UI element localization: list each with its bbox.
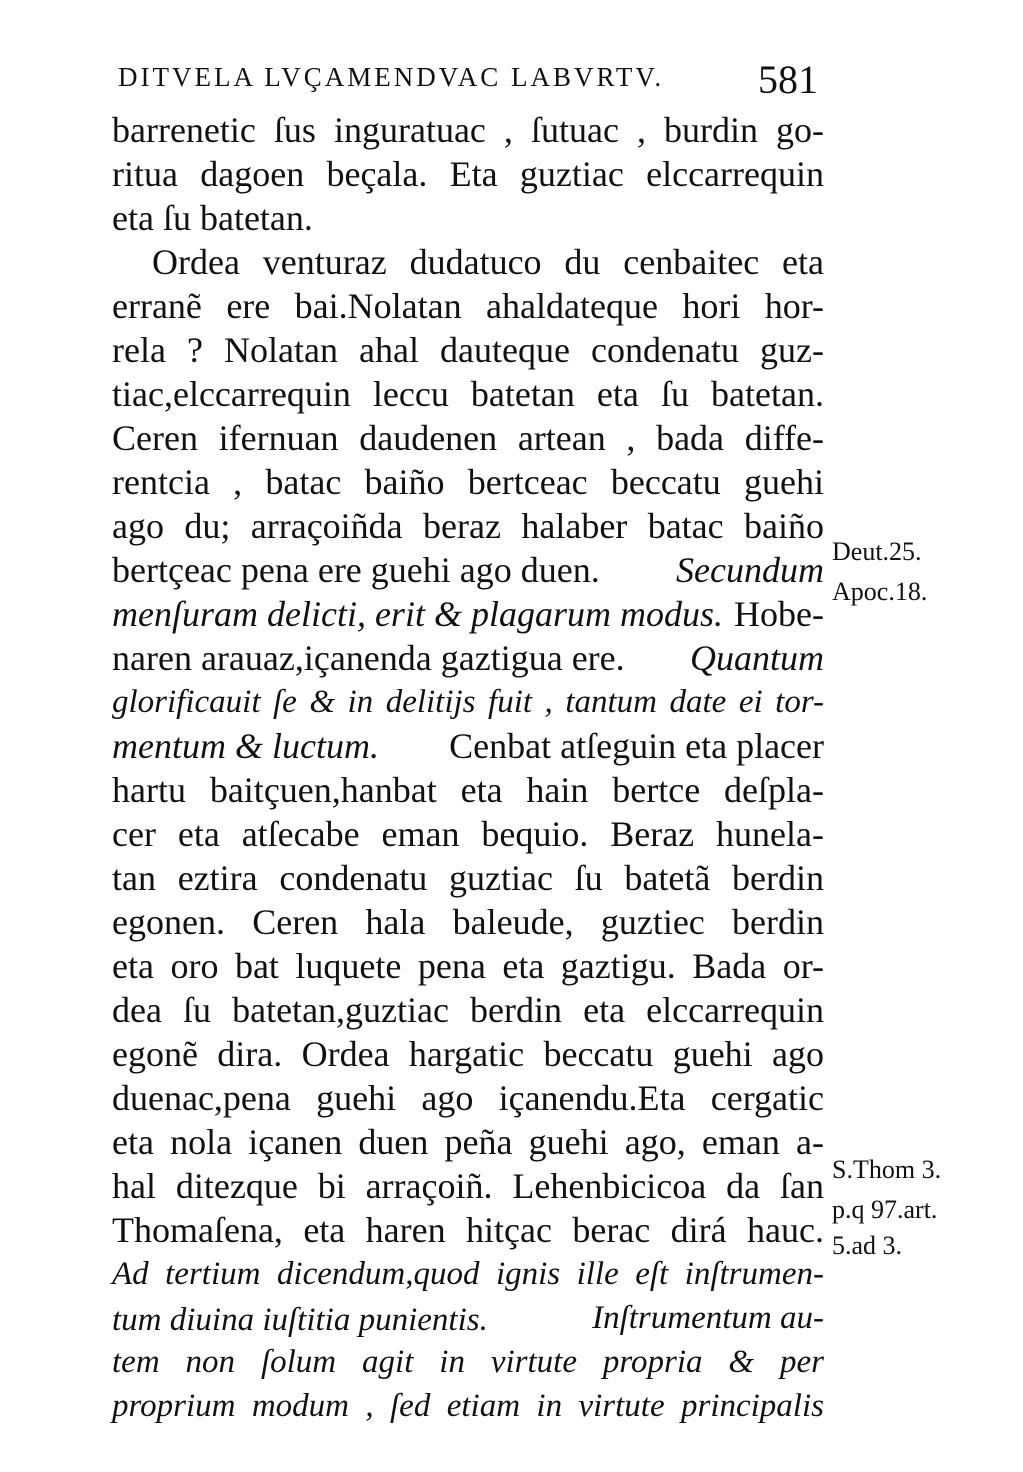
latin-quote-line: tem non ſolum agit in virtute propria & per: [112, 1344, 824, 1380]
text-line: rentcia , batac baiño bertceac beccatu guehi: [112, 462, 824, 502]
text-line: ago du; arraçoiñda beraz halaber batac baiño: [112, 506, 824, 546]
text-line: rela ? Nolatan ahal dauteque condenatu guz-: [112, 330, 824, 370]
latin-quote: Inſtrumentum au-: [592, 1300, 824, 1336]
text-line: Thomaſena, eta haren hitçac berac dirá hauc.: [112, 1210, 824, 1250]
latin-quote-line: Ad tertium dicendum,quod ignis ille eſt inſtrumen-: [112, 1256, 824, 1292]
text-line: cer eta atſecabe eman bequio. Beraz hunela-: [112, 814, 824, 854]
text-segment: Cenbat atſeguin eta placer: [449, 726, 824, 766]
text-line: Ordea venturaz dudatuco du cenbaitec eta: [152, 242, 824, 282]
text-line: eta nola içanen duen peña guehi ago, eman a-: [112, 1122, 824, 1162]
text-line: Ceren ifernuan daudenen artean , bada diffe-: [112, 418, 824, 458]
text-line: egonen. Ceren hala baleude, guztiec berdin: [112, 902, 824, 942]
text-line: duenac,pena guehi ago içanendu.Eta cergatic: [112, 1078, 824, 1118]
latin-quote: menſuram delicti, erit & plagarum modus.: [112, 594, 723, 634]
text-line-mixed: [112, 638, 824, 678]
text-line-mixed: [112, 1298, 824, 1338]
text-line-mixed: [112, 594, 824, 634]
text-line: eta oro bat luquete pena eta gaztigu. Bada or-: [112, 946, 824, 986]
latin-quote-line: proprium modum , ſed etiam in virtute principalis: [112, 1388, 824, 1424]
text-line: ritua dagoen beçala. Eta guztiac elccarrequin: [112, 154, 824, 194]
text-line: tan eztira condenatu guztiac ſu batetã berdin: [112, 858, 824, 898]
text-line: egonẽ dira. Ordea hargatic beccatu guehi ago: [112, 1034, 824, 1074]
margin-note: 5.ad 3.: [832, 1231, 903, 1260]
latin-quote-line: glorificauit ſe & in delitijs fuit , tantum date ei tor-: [112, 684, 824, 720]
text-line: hal ditezque bi arraçoiñ. Lehenbicicoa da ſan: [112, 1166, 824, 1206]
page-number: 581: [758, 57, 818, 102]
text-line-mixed: [112, 726, 824, 766]
text-line-mixed: [112, 550, 824, 590]
margin-note: p.q 97.art.: [832, 1195, 938, 1224]
text-segment: Hobe-: [734, 594, 824, 634]
text-segment: naren arauaz,içanenda gaztigua ere.: [112, 638, 625, 678]
margin-note: Deut.25.: [832, 537, 922, 566]
text-line: eta ſu batetan.: [112, 198, 313, 238]
text-line: dea ſu batetan,guztiac berdin eta elccarrequin: [112, 990, 824, 1030]
text-line: tiac,elccarrequin leccu batetan eta ſu batetan.: [112, 374, 824, 414]
latin-quote: mentum & luctum.: [112, 726, 379, 766]
text-segment: bertçeac pena ere guehi ago duen.: [112, 550, 600, 590]
text-line: hartu baitçuen,hanbat eta hain bertce deſpla-: [112, 770, 824, 810]
latin-quote: Quantum: [690, 638, 824, 678]
margin-note: S.Thom 3.: [832, 1155, 942, 1184]
margin-note: Apoc.18.: [832, 577, 928, 606]
latin-quote: Secundum: [676, 550, 824, 590]
latin-quote: tum diuina iuſtitia punientis.: [112, 1302, 488, 1338]
running-head: DITVELA LVÇAMENDVAC LABVRTV.: [118, 62, 665, 92]
page-header: [118, 57, 818, 102]
text-line: erranẽ ere bai.Nolatan ahaldateque hori hor-: [112, 286, 824, 326]
text-line: barrenetic ſus inguratuac , ſutuac , burdin go-: [112, 110, 824, 150]
